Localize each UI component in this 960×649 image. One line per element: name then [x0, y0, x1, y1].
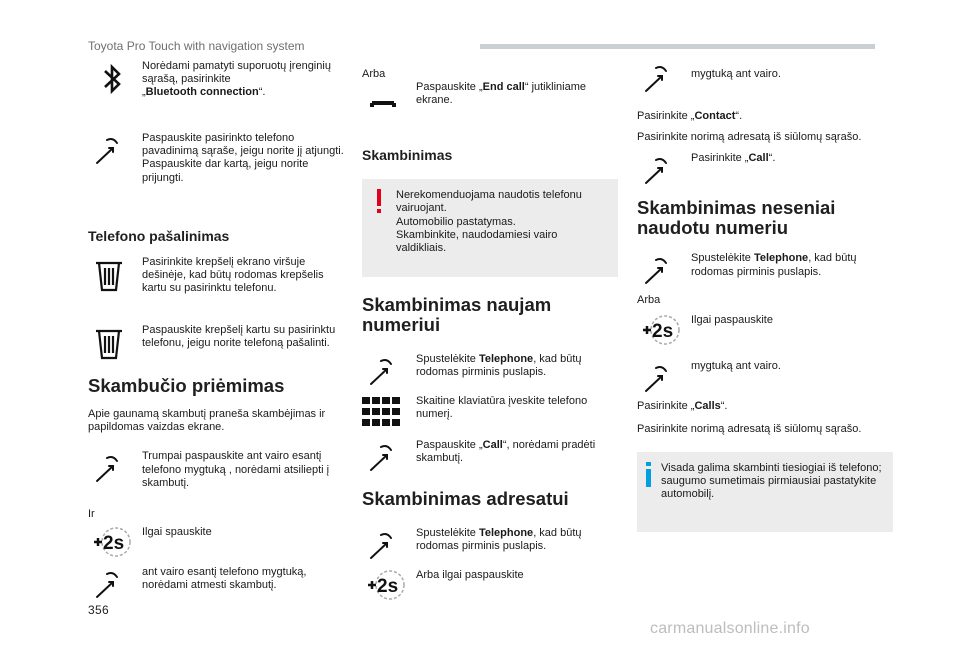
end-call-post: “ jutikliniame ekrane. — [416, 81, 586, 107]
call1-post: “, norėdami pradėti skambutį. — [416, 439, 596, 465]
tap-icon — [364, 529, 408, 563]
call1-pre: Paspauskite „ — [416, 439, 483, 452]
telephone-label: Telephone — [478, 353, 534, 366]
wheel-button-row-2 — [637, 360, 893, 400]
contact-label: Contact — [694, 110, 736, 122]
select-phone-text2: Paspauskite dar kartą, jeigu norite prijungti. — [142, 158, 309, 184]
select-phone-row — [88, 132, 350, 228]
end-call-icon — [364, 87, 408, 121]
wheel-button-row — [637, 60, 893, 110]
new-number-heading: Skambinimas naujam numeriui — [362, 294, 552, 336]
trash-icon — [90, 326, 134, 360]
info-text: Visada galima skambinti tiesiogiai iš telefono; saugumo sumetimais pirmiausiai pastatykite automobilį. — [661, 462, 882, 501]
page-number: 356 — [88, 603, 109, 617]
call-post: “. — [768, 152, 776, 165]
choose-contact-text: Pasirinkite norimą adresatą iš siūlomų sąrašo. — [637, 131, 862, 144]
warning-note — [362, 179, 618, 277]
warning-icon — [372, 189, 386, 215]
svg-text:2s: 2s — [652, 320, 674, 342]
telephone-label: Telephone — [753, 252, 809, 265]
ir-label: Ir — [88, 508, 95, 521]
calls-label: Calls — [694, 399, 721, 412]
receive-call-heading: Skambučio priėmimas — [88, 375, 285, 396]
bluetooth-text: Norėdami pamatyti suporuotų įrenginių sąrašą, pasirinkite — [142, 60, 331, 86]
call-row-3 — [637, 152, 893, 198]
tel2-pre: Spustelėkite — [416, 527, 479, 540]
warning-text3: Skambinkite, naudodamiesi vairo valdikliais. — [396, 228, 558, 255]
long-press-2s-icon — [90, 524, 134, 558]
telephone-row-3 — [637, 252, 893, 294]
column-2 — [362, 60, 618, 609]
tap-icon — [639, 62, 683, 96]
calls-post: “. — [720, 399, 728, 412]
tap-icon — [90, 134, 134, 168]
tap-icon — [90, 568, 134, 602]
trash-text-2: Paspauskite krepšelį kartu su pasirinktu telefonu, jeigu norite telefoną pašalinti. — [142, 324, 336, 350]
telephone-row-1 — [362, 353, 618, 395]
warning-text2: Automobilio pastatymas. — [396, 215, 516, 228]
telephone-label: Telephone — [478, 527, 534, 540]
tap-icon — [364, 441, 408, 475]
reject-text: ant vairo esantį telefono mygtuką, norėdami atmesti skambutį. — [142, 565, 307, 591]
end-call-pre: Paspauskite „ — [416, 81, 483, 94]
tel1-post: , kad būtų rodomas pirminis puslapis. — [416, 353, 582, 379]
tap-icon — [90, 452, 134, 486]
short-press-text: Trumpai paspauskite ant vairo esantį telefono mygtuką , norėdami atsiliepti į skambutį. — [142, 450, 330, 489]
remove-phone-heading: Telefono pašalinimas — [88, 228, 230, 244]
svg-text:2s: 2s — [377, 576, 399, 598]
bluetooth-connection-label: Bluetooth connection — [145, 86, 259, 99]
call-label: Call — [748, 152, 769, 165]
contact-heading: Skambinimas adresatui — [362, 488, 569, 510]
keypad-icon — [362, 397, 402, 427]
column-1 — [88, 60, 350, 606]
tel3-post: , kad būtų rodomas pirminis puslapis. — [691, 252, 857, 278]
watermark: carmanualsonline.info — [650, 620, 810, 637]
select-calls-line — [637, 400, 893, 413]
long-press-text-3: Ilgai paspauskite — [691, 313, 773, 326]
long-press-row — [88, 526, 350, 566]
column-3 — [637, 60, 893, 532]
trash-row-1 — [88, 256, 350, 324]
call-label: Call — [482, 439, 503, 452]
long-press-text: Ilgai spauskite — [142, 525, 212, 538]
calls-heading: Skambinimas — [362, 147, 453, 164]
long-press-2s-icon — [639, 312, 683, 346]
bluetooth-icon — [90, 62, 134, 96]
telephone-row-2 — [362, 527, 618, 569]
wheel-button-text-2: mygtuką ant vairo. — [691, 359, 781, 372]
trash-row-2 — [88, 324, 350, 376]
arba-label: Arba — [637, 294, 661, 307]
header-title: Toyota Pro Touch with navigation system — [88, 39, 305, 53]
calls-pre: Pasirinkite „ — [637, 399, 695, 412]
short-press-row — [88, 450, 350, 508]
tel3-pre: Spustelėkite — [691, 252, 754, 265]
select-phone-text: Paspauskite pasirinkto telefono pavadinimą sąraše, jeigu norite jį atjungti. — [142, 132, 344, 158]
keypad-row — [362, 395, 618, 439]
end-call-label: End call — [482, 81, 525, 94]
call-pre: Pasirinkite „ — [691, 152, 749, 165]
info-icon — [645, 462, 653, 488]
quote-open: „ — [142, 86, 146, 99]
trash-text-1: Pasirinkite krepšelį ekrano viršuje dešinėje, kad būtų rodomas krepšelis kartu su pasirinktu telefonu. — [142, 256, 324, 295]
svg-text:2s: 2s — [103, 532, 125, 554]
long-press-text-2: Arba ilgai paspauskite — [416, 569, 524, 582]
warning-text: Nerekomenduojama naudotis telefonu vairuojant. — [396, 189, 582, 215]
receive-intro: Apie gaunamą skambutį praneša skambėjimas ir papildomas vaizdas ekrane. — [88, 408, 326, 434]
long-press-2s-icon — [364, 567, 408, 601]
tap-icon — [639, 254, 683, 288]
quote-close: “. — [258, 86, 266, 99]
bluetooth-row — [88, 60, 350, 132]
contact-pre: Pasirinkite „ — [637, 110, 695, 122]
call-row-1 — [362, 439, 618, 489]
info-note — [637, 452, 893, 532]
tel2-post: , kad būtų rodomas pirminis puslapis. — [416, 527, 582, 553]
keypad-text: Skaitine klaviatūra įveskite telefono numerį. — [416, 395, 588, 421]
tap-icon — [639, 362, 683, 396]
recent-heading: Skambinimas neseniai naudotu numeriu — [637, 197, 836, 239]
trash-icon — [90, 258, 134, 292]
reject-row — [88, 566, 350, 606]
select-contact-line — [637, 110, 893, 123]
arba-label: Arba — [362, 68, 386, 80]
header-bar — [480, 44, 875, 49]
end-call-row — [362, 81, 618, 131]
tap-icon — [639, 154, 683, 188]
tel1-pre: Spustelėkite — [416, 353, 479, 366]
long-press-row-3 — [637, 314, 893, 360]
tap-icon — [364, 355, 408, 389]
contact-post: “. — [735, 110, 743, 122]
long-press-row-2 — [362, 569, 618, 609]
wheel-button-text: mygtuką ant vairo. — [691, 68, 781, 80]
choose-contact-text-2: Pasirinkite norimą adresatą iš siūlomų sąrašo. — [637, 422, 862, 435]
